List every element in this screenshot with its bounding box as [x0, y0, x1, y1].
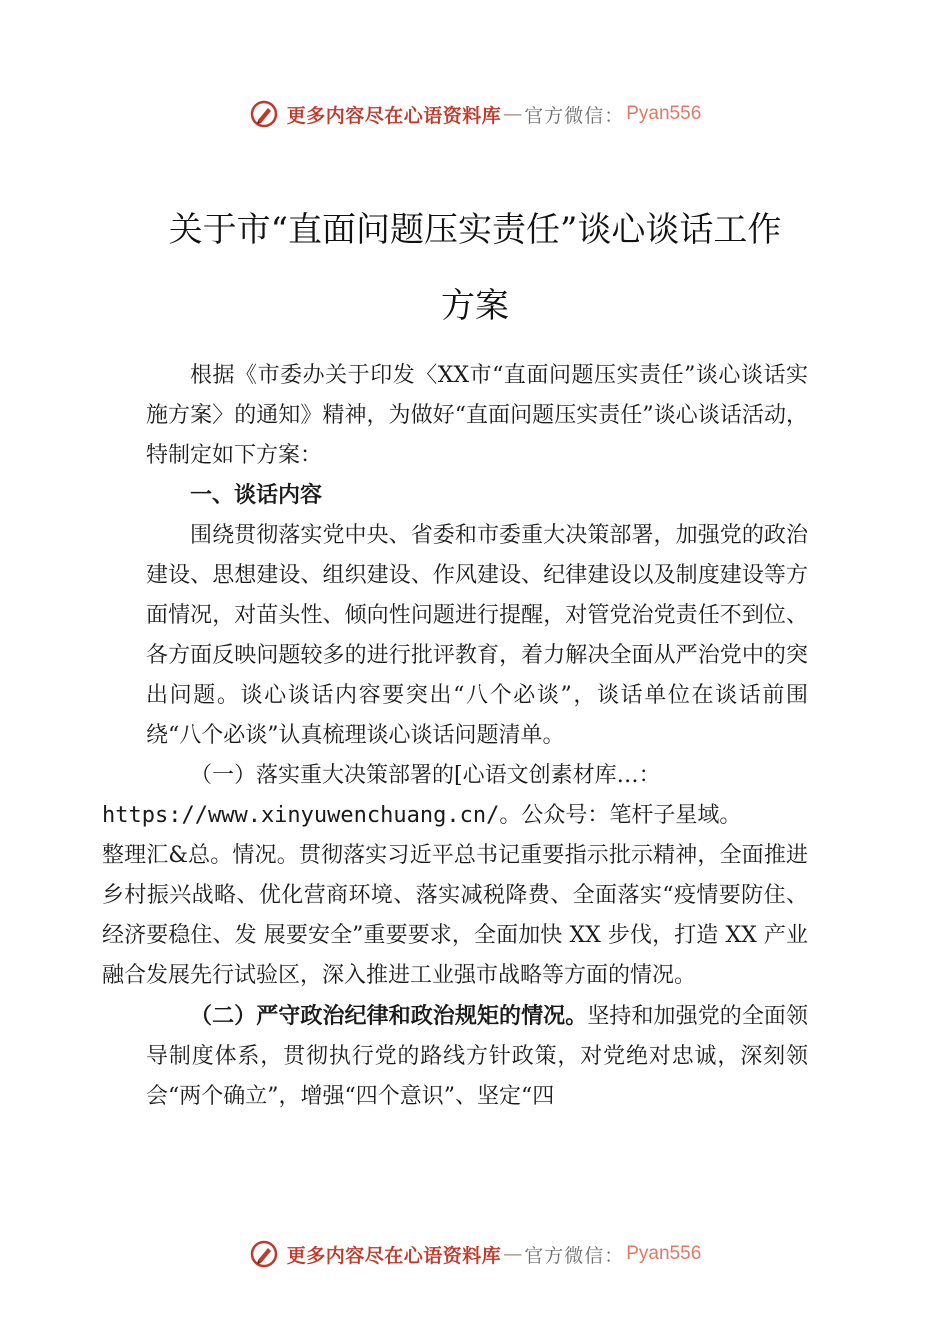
item1-body: 整理汇&总。情况。贯彻落实习近平总书记重要指示批示精神，全面推进乡村振兴战略、优化营商环境、落实减税降费、全面落实“疫情要防住、经济要稳住、发 展要安全”重要要求，全面加快 XX 步伐，打造 XX 产业融合发展先行试验区，深入推进工业强市战略等方面的情况。	[102, 843, 808, 988]
page-title	[120, 192, 830, 344]
pen-logo-icon	[249, 1239, 279, 1269]
item2-lead: （二）严守政治纪律和政治规矩的情况。	[190, 1003, 588, 1029]
footer-banner	[0, 1232, 950, 1276]
section1-paragraph: 围绕贯彻落实党中央、省委和市委重大决策部署，加强党的政治建设、思想建设、组织建设、作风建设、纪律建设以及制度建设等方面情况，对苗头性、倾向性问题进行提醒，对管党治党责任不到位、各方面反映问题较多的进行批评教育，着力解决全面从严治党中的突出问题。谈心谈话内容要突出“八个必谈”，谈话单位在谈话前围绕“八个必谈”认真梳理谈心谈话问题清单。	[146, 523, 808, 748]
title-line-1: 关于市“直面问题压实责任”谈心谈话工作	[168, 210, 782, 250]
document-body	[102, 356, 808, 1117]
banner-label: 官方微信：	[524, 1244, 625, 1267]
title-line-2: 方案	[441, 286, 509, 326]
banner-dash: —	[503, 103, 523, 125]
pen-logo-icon	[249, 99, 279, 129]
item2-body: 坚持和加强党的全面领导制度体系，贯彻执行党的路线方针政策，对党绝对忠诚，深刻领会“两个确立”，增强“四个意识”、坚定“四	[146, 1004, 808, 1109]
header-banner	[0, 92, 950, 136]
item1-url: https://www.xinyuwenchuang.cn/。公众号：笔杆子星域。	[102, 803, 742, 828]
item1-paragraph	[102, 756, 808, 996]
banner-dash: —	[503, 1243, 523, 1265]
banner-wechat-id: Pyan556	[626, 1243, 702, 1264]
section-heading: 一、谈话内容	[190, 483, 323, 508]
item2-paragraph	[146, 996, 808, 1117]
intro-paragraph: 根据《市委办关于印发〈XX市“直面问题压实责任”谈心谈话实施方案〉的通知》精神，为做好“直面问题压实责任”谈心谈话活动，特制定如下方案：	[146, 363, 808, 468]
item1-lead: （一）落实重大决策部署的[心语文创素材库…：	[190, 763, 661, 788]
banner-wechat-id: Pyan556	[626, 103, 702, 124]
banner-prefix: 更多内容尽在心语资料库	[286, 104, 502, 127]
banner-label: 官方微信：	[524, 104, 625, 127]
banner-prefix: 更多内容尽在心语资料库	[286, 1244, 502, 1267]
